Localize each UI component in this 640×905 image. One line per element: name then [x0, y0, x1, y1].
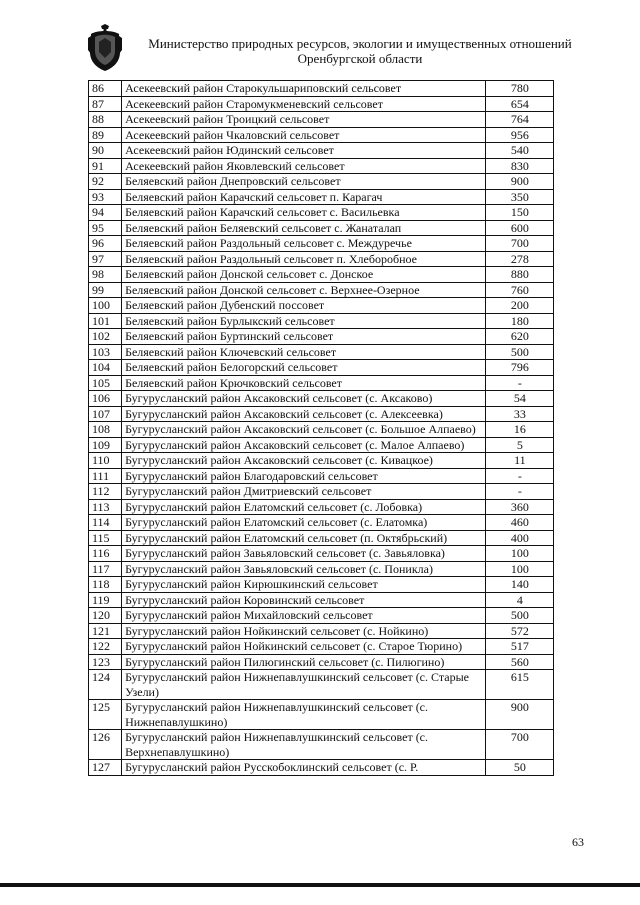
row-value: -	[485, 375, 553, 391]
row-name: Беляевский район Крючковский сельсовет	[122, 375, 486, 391]
row-value: -	[485, 484, 553, 500]
table-row	[89, 96, 554, 112]
row-number: 87	[89, 96, 122, 112]
row-value: 150	[485, 205, 553, 221]
row-name: Беляевский район Бурлыкский сельсовет	[122, 313, 486, 329]
row-name: Беляевский район Донской сельсовет с. Донское	[122, 267, 486, 283]
row-name: Бугурусланский район Аксаковский сельсовет (с. Аксаково)	[122, 391, 486, 407]
row-value: 517	[485, 639, 553, 655]
footer-rule	[0, 883, 640, 887]
table-row	[89, 530, 554, 546]
row-value: 780	[485, 81, 553, 97]
row-number: 123	[89, 654, 122, 670]
row-value: 200	[485, 298, 553, 314]
row-number: 94	[89, 205, 122, 221]
table-row	[89, 236, 554, 252]
row-name: Бугурусланский район Завьяловский сельсовет (с. Поникла)	[122, 561, 486, 577]
row-number: 124	[89, 670, 122, 700]
row-name: Беляевский район Беляевский сельсовет с. Жанаталап	[122, 220, 486, 236]
row-number: 113	[89, 499, 122, 515]
row-value: -	[485, 468, 553, 484]
row-name: Беляевский район Донской сельсовет с. Верхнее-Озерное	[122, 282, 486, 298]
row-number: 105	[89, 375, 122, 391]
row-name: Асекеевский район Чкаловский сельсовет	[122, 127, 486, 143]
table-row	[89, 499, 554, 515]
row-name: Бугурусланский район Елатомский сельсовет (п. Октябрьский)	[122, 530, 486, 546]
row-number: 116	[89, 546, 122, 562]
row-number: 117	[89, 561, 122, 577]
row-name: Беляевский район Раздольный сельсовет п. Хлеборобное	[122, 251, 486, 267]
row-name: Бугурусланский район Нижнепавлушкинский сельсовет (с. Верхнепавлушкино)	[122, 730, 486, 760]
row-number: 114	[89, 515, 122, 531]
row-number: 98	[89, 267, 122, 283]
row-number: 86	[89, 81, 122, 97]
row-name: Асекеевский район Старокульшариповский сельсовет	[122, 81, 486, 97]
row-value: 140	[485, 577, 553, 593]
row-value: 956	[485, 127, 553, 143]
table-row	[89, 700, 554, 730]
row-number: 99	[89, 282, 122, 298]
row-number: 102	[89, 329, 122, 345]
org-name-line1: Министерство природных ресурсов, экологии и имущественных отношений	[148, 36, 572, 51]
row-number: 91	[89, 158, 122, 174]
row-number: 111	[89, 468, 122, 484]
row-number: 101	[89, 313, 122, 329]
row-name: Бугурусланский район Аксаковский сельсовет (с. Большое Алпаево)	[122, 422, 486, 438]
table-row	[89, 267, 554, 283]
table-row	[89, 730, 554, 760]
row-number: 106	[89, 391, 122, 407]
table-row	[89, 375, 554, 391]
row-value: 760	[485, 282, 553, 298]
row-value: 100	[485, 546, 553, 562]
table-row	[89, 561, 554, 577]
row-name: Бугурусланский район Нижнепавлушкинский сельсовет (с. Старые Узели)	[122, 670, 486, 700]
row-name: Беляевский район Белогорский сельсовет	[122, 360, 486, 376]
row-value: 460	[485, 515, 553, 531]
row-value: 700	[485, 730, 553, 760]
table-row	[89, 282, 554, 298]
table-row	[89, 623, 554, 639]
table-row	[89, 158, 554, 174]
row-value: 11	[485, 453, 553, 469]
table-row	[89, 760, 554, 776]
row-value: 880	[485, 267, 553, 283]
row-value: 360	[485, 499, 553, 515]
row-number: 97	[89, 251, 122, 267]
row-number: 107	[89, 406, 122, 422]
row-number: 127	[89, 760, 122, 776]
row-number: 88	[89, 112, 122, 128]
row-name: Бугурусланский район Завьяловский сельсовет (с. Завьяловка)	[122, 546, 486, 562]
row-number: 92	[89, 174, 122, 190]
table-row	[89, 639, 554, 655]
table-row	[89, 406, 554, 422]
row-number: 89	[89, 127, 122, 143]
row-number: 110	[89, 453, 122, 469]
row-number: 125	[89, 700, 122, 730]
table-row	[89, 577, 554, 593]
table-row	[89, 453, 554, 469]
row-name: Бугурусланский район Аксаковский сельсовет (с. Малое Алпаево)	[122, 437, 486, 453]
row-name: Беляевский район Днепровский сельсовет	[122, 174, 486, 190]
table-row	[89, 298, 554, 314]
row-name: Бугурусланский район Михайловский сельсовет	[122, 608, 486, 624]
row-number: 120	[89, 608, 122, 624]
row-value: 33	[485, 406, 553, 422]
row-number: 126	[89, 730, 122, 760]
row-value: 900	[485, 700, 553, 730]
row-number: 121	[89, 623, 122, 639]
table-row	[89, 313, 554, 329]
row-number: 108	[89, 422, 122, 438]
table-row	[89, 251, 554, 267]
row-value: 900	[485, 174, 553, 190]
table-row	[89, 654, 554, 670]
row-value: 796	[485, 360, 553, 376]
row-value: 500	[485, 344, 553, 360]
table-row	[89, 360, 554, 376]
table-row	[89, 174, 554, 190]
row-number: 112	[89, 484, 122, 500]
row-number: 109	[89, 437, 122, 453]
table-row	[89, 143, 554, 159]
row-name: Бугурусланский район Аксаковский сельсовет (с. Алексеевка)	[122, 406, 486, 422]
row-name: Бугурусланский район Нижнепавлушкинский сельсовет (с. Нижнепавлушкино)	[122, 700, 486, 730]
row-name: Бугурусланский район Коровинский сельсовет	[122, 592, 486, 608]
row-name: Бугурусланский район Аксаковский сельсовет (с. Кивацкое)	[122, 453, 486, 469]
row-value: 50	[485, 760, 553, 776]
row-name: Бугурусланский район Благодаровский сельсовет	[122, 468, 486, 484]
row-value: 400	[485, 530, 553, 546]
row-name: Бугурусланский район Дмитриевский сельсовет	[122, 484, 486, 500]
row-value: 654	[485, 96, 553, 112]
table-row	[89, 112, 554, 128]
row-value: 572	[485, 623, 553, 639]
table-row	[89, 205, 554, 221]
row-number: 95	[89, 220, 122, 236]
row-name: Асекеевский район Троицкий сельсовет	[122, 112, 486, 128]
row-value: 615	[485, 670, 553, 700]
row-name: Беляевский район Дубенский поссовет	[122, 298, 486, 314]
row-value: 100	[485, 561, 553, 577]
row-name: Бугурусланский район Русскобоклинский сельсовет (с. Р.	[122, 760, 486, 776]
row-number: 96	[89, 236, 122, 252]
row-number: 115	[89, 530, 122, 546]
row-value: 16	[485, 422, 553, 438]
row-number: 100	[89, 298, 122, 314]
row-value: 180	[485, 313, 553, 329]
row-name: Бугурусланский район Елатомский сельсовет (с. Лобовка)	[122, 499, 486, 515]
row-number: 122	[89, 639, 122, 655]
row-name: Бугурусланский район Елатомский сельсовет (с. Елатомка)	[122, 515, 486, 531]
data-table	[88, 80, 554, 776]
table-row	[89, 670, 554, 700]
row-number: 103	[89, 344, 122, 360]
row-value: 830	[485, 158, 553, 174]
row-name: Бугурусланский район Нойкинский сельсовет (с. Старое Тюрино)	[122, 639, 486, 655]
row-name: Беляевский район Карачский сельсовет с. Васильевка	[122, 205, 486, 221]
row-name: Беляевский район Буртинский сельсовет	[122, 329, 486, 345]
document-header	[0, 0, 640, 80]
row-number: 104	[89, 360, 122, 376]
row-value: 700	[485, 236, 553, 252]
row-value: 54	[485, 391, 553, 407]
row-number: 93	[89, 189, 122, 205]
row-name: Асекеевский район Юдинский сельсовет	[122, 143, 486, 159]
org-name-line2: Оренбургской области	[297, 51, 423, 66]
row-value: 620	[485, 329, 553, 345]
row-name: Бугурусланский район Кирюшкинский сельсовет	[122, 577, 486, 593]
row-name: Асекеевский район Яковлевский сельсовет	[122, 158, 486, 174]
row-value: 500	[485, 608, 553, 624]
table-row	[89, 189, 554, 205]
table-row	[89, 127, 554, 143]
table-row	[89, 484, 554, 500]
row-value: 560	[485, 654, 553, 670]
row-number: 90	[89, 143, 122, 159]
row-value: 350	[485, 189, 553, 205]
row-value: 764	[485, 112, 553, 128]
row-value: 600	[485, 220, 553, 236]
table-row	[89, 468, 554, 484]
row-value: 540	[485, 143, 553, 159]
table-row	[89, 329, 554, 345]
table-row	[89, 391, 554, 407]
table-row	[89, 437, 554, 453]
table-row	[89, 344, 554, 360]
row-number: 119	[89, 592, 122, 608]
row-name: Асекеевский район Старомукменевский сельсовет	[122, 96, 486, 112]
table-row	[89, 515, 554, 531]
row-name: Бугурусланский район Пилюгинский сельсовет (с. Пилюгино)	[122, 654, 486, 670]
table-row	[89, 546, 554, 562]
table-row	[89, 608, 554, 624]
table-row	[89, 81, 554, 97]
row-value: 4	[485, 592, 553, 608]
row-name: Беляевский район Карачский сельсовет п. Карагач	[122, 189, 486, 205]
table-row	[89, 422, 554, 438]
row-number: 118	[89, 577, 122, 593]
coat-of-arms-icon	[87, 24, 123, 72]
row-value: 278	[485, 251, 553, 267]
row-name: Бугурусланский район Нойкинский сельсовет (с. Нойкино)	[122, 623, 486, 639]
page-number: 63	[572, 835, 584, 849]
table-row	[89, 220, 554, 236]
row-name: Беляевский район Ключевский сельсовет	[122, 344, 486, 360]
row-value: 5	[485, 437, 553, 453]
row-name: Беляевский район Раздольный сельсовет с. Междуречье	[122, 236, 486, 252]
table-row	[89, 592, 554, 608]
